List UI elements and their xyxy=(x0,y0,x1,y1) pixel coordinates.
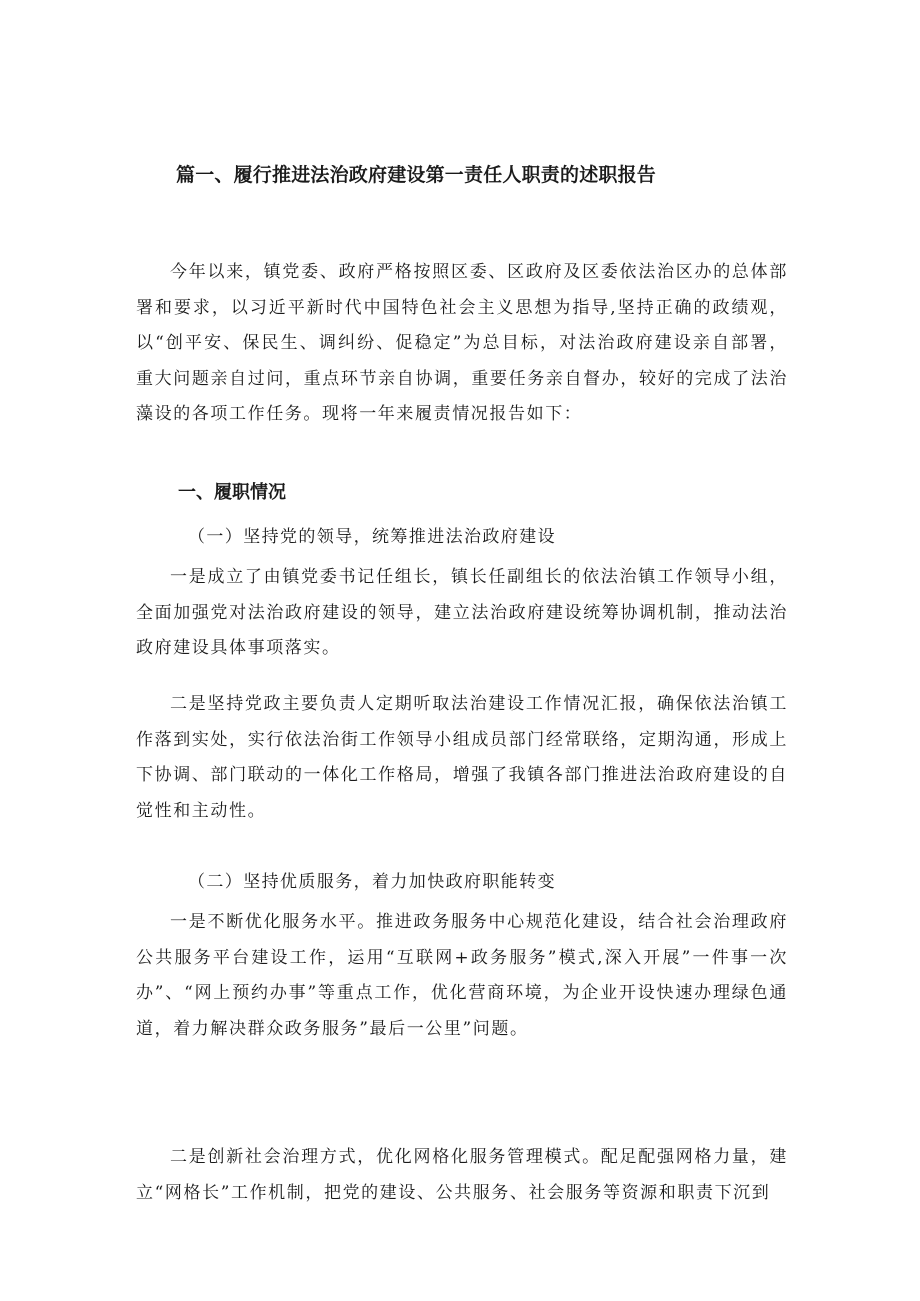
paragraph-leadership-group: 一是成立了由镇党委书记任组长，镇长任副组长的依法治镇工作领导小组，全面加强党对法治政府建设的领导，建立法治政府建设统筹协调机制，推动法治政府建设具体事项落实。 xyxy=(136,567,788,658)
paragraph-service-level: 一是不断优化服务水平。推进政务服务中心规范化建设，结合社会治理政府公共服务平台建设工作，运用“互联网+政务服务”模式,深入开展”一件事一次办”、“网上预约办事”等重点工作，优化营商环境，为企业开设快速办理绿色通道，着力解决群众政务服务”最后一公里”问题。 xyxy=(136,912,788,1039)
document-title: 篇一、履行推进法治政府建设第一责任人职责的述职报告 xyxy=(176,164,657,186)
subsection-heading-quality-service: （二）坚持优质服务，着力加快政府职能转变 xyxy=(188,872,556,892)
paragraph-grid-management: 二是创新社会治理方式，优化网格化服务管理模式。配足配强网格力量，建立“网格长”工作机制，把党的建设、公共服务、社会服务等资源和职责下沉到 xyxy=(136,1147,788,1203)
subsection-heading-party-leadership: （一）坚持党的领导，统筹推进法治政府建设 xyxy=(188,527,556,547)
intro-paragraph: 今年以来，镇党委、政府严格按照区委、区政府及区委依法治区办的总体部署和要求，以习近平新时代中国特色社会主义思想为指导,坚持正确的政绩观，以“创平安、保民生、调纠纷、促稳定”为总目标，对法治政府建设亲自部署，重大问题亲自过问，重点环节亲自协调，重要任务亲自督办，较好的完成了法治藻设的各项工作任务。现将一年来履责情况报告如下： xyxy=(136,262,788,424)
paragraph-regular-reporting: 二是坚持党政主要负责人定期听取法治建设工作情况汇报，确保依法治镇工作落到实处，实行依法治街工作领导小组成员部门经常联络，定期沟通，形成上下协调、部门联动的一体化工作格局，增强了我镇各部门推进法治政府建设的自觉性和主动性。 xyxy=(136,694,788,821)
section-heading-performance: 一、履职情况 xyxy=(178,482,286,503)
